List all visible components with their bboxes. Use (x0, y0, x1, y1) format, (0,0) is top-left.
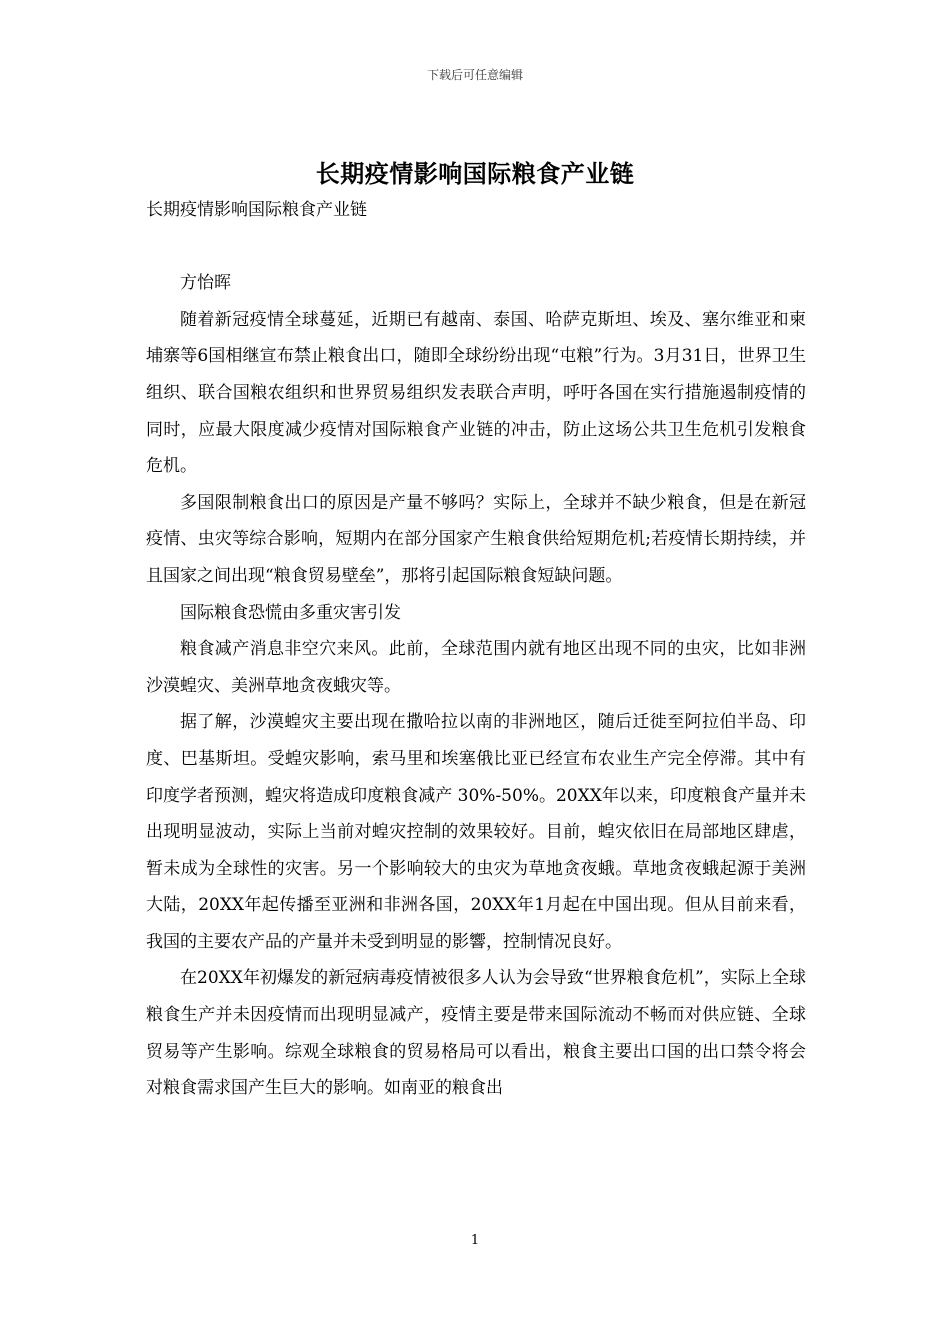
paragraph: 据了解，沙漠蝗灾主要出现在撒哈拉以南的非洲地区，随后迁徙至阿拉伯半岛、印度、巴基斯坦。受蝗灾影响，索马里和埃塞俄比亚已经宣布农业生产完全停滞。其中有印度学者预测，蝗灾将造成印度粮食减产 30%-50%。20XX年以来，印度粮食产量并未出现明显波动，实际上当前对蝗灾控制的效果较好。目前，蝗灾依旧在局部地区肆虐，暂未成为全球性的灾害。另一个影响较大的虫灾为草地贪夜蛾。草地贪夜蛾起源于美洲大陆，20XX年起传播至亚洲和非洲各国，20XX年1月起在中国出现。但从目前来看，我国的主要农产品的产量并未受到明显的影響，控制情况良好。 (146, 712, 806, 952)
paragraph: 在20XX年初爆发的新冠病毒疫情被很多人认为会导致“世界粮食危机”，实际上全球粮食生产并未因疫情而出现明显减产，疫情主要是带来国际流动不畅而对供应链、全球贸易等产生影响。综观全球粮食的贸易格局可以看出，粮食主要出口国的出口禁令将会对粮食需求国产生巨大的影响。如南亚的粮食出 (146, 968, 806, 1099)
page-number: 1 (470, 1233, 480, 1248)
subtitle: 长期疫情影响国际粮食产业链 (146, 200, 367, 220)
document-title: 长期疫情影响国际粮食产业链 (315, 159, 635, 188)
paragraph: 多国限制粮食出口的原因是产量不够吗？实际上，全球并不缺少粮食，但是在新冠疫情、虫灾等综合影响，短期内在部分国家产生粮食供给短期危机;若疫情长期持续，并且国家之间出现“粮食贸易壁垒”，那将引起国际粮食短缺问题。 (146, 492, 806, 586)
paragraph: 粮食减产消息非空穴来风。此前，全球范围内就有地区出现不同的虫灾，比如非洲沙漠蝗灾、美洲草地贪夜蛾灾等。 (146, 639, 806, 696)
document-body (146, 192, 806, 1107)
header-note: 下载后可任意编辑 (426, 68, 523, 82)
section-heading: 国际粮食恐慌由多重灾害引发 (180, 602, 401, 623)
paragraph: 随着新冠疫情全球蔓延，近期已有越南、泰国、哈萨克斯坦、埃及、塞尔维亚和柬埔寨等6国相继宣布禁止粮食出口，随即全球纷纷出现“屯粮”行为。3月31日，世界卫生组织、联合国粮农组织和世界贸易组织发表联合声明，呼吁各国在实行措施遏制疫情的同时，应最大限度减少疫情对国际粮食产业链的冲击，防止这场公共卫生危机引发粮食危机。 (146, 309, 806, 477)
author-name: 方怡晖 (180, 273, 231, 294)
